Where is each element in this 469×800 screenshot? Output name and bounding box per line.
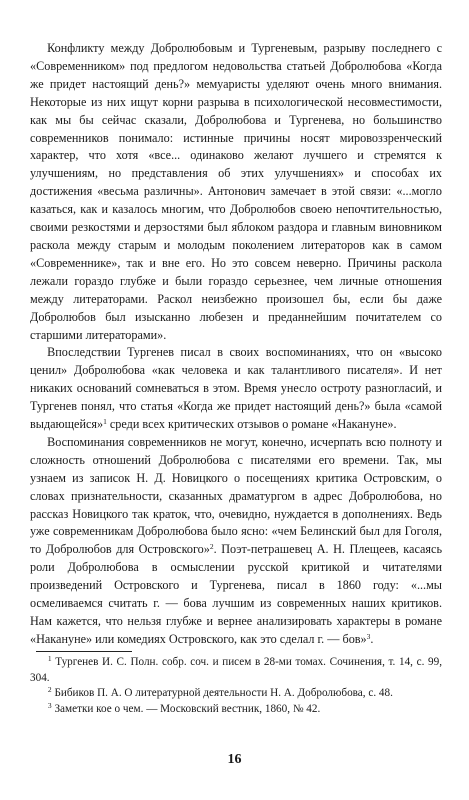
- footnote: [30, 686, 442, 702]
- footnote-marker: 3: [47, 700, 52, 710]
- paragraph-text-continued: среди всех критических отзывов о романе «Накануне».: [106, 417, 397, 432]
- paragraph-text: Воспоминания современников не могут, конечно, исчерпать всю полноту и сложность отношений Добролюбова с писателями его времени. Так, мы узнаем из записок Н. Д. Новицкого о посещениях критика Островским, о словах признательности, сказанных драматургом в адрес Добролюбова, но рассказ Новицкого так краток, что, очевидно, нуждается в дополнениях. Ведь уже современникам Добролюбова было ясно: «чем Белинский был для Гоголя, то Добролюбов для Островского»: [30, 434, 442, 557]
- footnote-ref: 1: [103, 417, 107, 427]
- footnote-ref: 2: [209, 542, 214, 552]
- footnote-marker: 2: [47, 685, 52, 695]
- footnote-ref: 3: [366, 631, 371, 641]
- page-number: 16: [227, 752, 242, 767]
- paragraph: [30, 40, 442, 344]
- paragraph: [30, 434, 442, 649]
- paragraph-text: Конфликту между Добролюбовым и Тургеневым, разрыву последнего с «Современником» под предлогом недовольства статьей Добролюбова «Когда же придет настоящий день?» мемуаристы уделяют очень много внимания. Некоторые из них ищут корни разрыва в психологической несовместимости, как мы бы сейчас сказали, Добролюбова и Тургенева, но большинство современников понимало: истинные причины носят мировоззренческий характер, что хотя «все... одинаково желают лучшего и стремятся к улучшениям, но представления об этих улучшениях» и способах их достижения «весьма различны». Антонович замечает в этой связи: «...могло казаться, как и казалось многим, что Добролюбов своею непочтительностью, своими резкостями и дерзостями был яблоком раздора и главным виновником раскола между старым и молодым поколением литераторов как в самом «Современнике», так и вне его. Но это совсем неверно. Причины раскола лежали гораздо глубже и были гораздо серьезнее, чем личные отношения между литераторами. Раскол неизбежно произошел бы, если бы даже Добролюбов был изысканно любезен и преданнейшим почитателем со старшими литераторами».: [30, 41, 442, 342]
- footnotes: [30, 655, 442, 717]
- footnote: [30, 655, 442, 686]
- paragraph-text: Впоследствии Тургенев писал в своих воспоминаниях, что он «высоко ценил» Добролюбова «как человека и как талантливого писателя». И нет никаких оснований сомневаться в этом. Время унесло остроту разногласий, и Тургенев понял, что статья «Когда же придет настоящий день?» была «самой выдающейся»: [30, 345, 442, 432]
- main-text: [30, 40, 442, 649]
- footnote-text: Тургенев И. С. Полн. собр. соч. и писем в 28-ми томах. Сочинения, т. 14, с. 99, 304.: [30, 656, 442, 684]
- paragraph-text-continued: . Поэт-петрашевец А. Н. Плещеев, касаясь роли Добролюбова в осмыслении русской критикой и читателями произведений Островского и Тургенева, писал в 1860 году: «...мы осмеливаемся считать г. — бова лучшим из современных наших критиков. Нам кажется, что нельзя глубже и вернее анализировать характеры в романе «Накануне» или комедиях Островского, как это сделал г. — бов»: [30, 542, 442, 646]
- footnote-divider: [36, 651, 132, 652]
- footnote: [30, 702, 442, 718]
- paragraph: [30, 344, 442, 434]
- footnote-marker: 1: [47, 654, 52, 663]
- paragraph-end: .: [370, 631, 374, 646]
- footnote-text: Заметки кое о чем. — Московский вестник, 1860, № 42.: [54, 702, 321, 715]
- footnote-text: Бибиков П. А. О литературной деятельности Н. А. Добролюбова, с. 48.: [54, 687, 393, 700]
